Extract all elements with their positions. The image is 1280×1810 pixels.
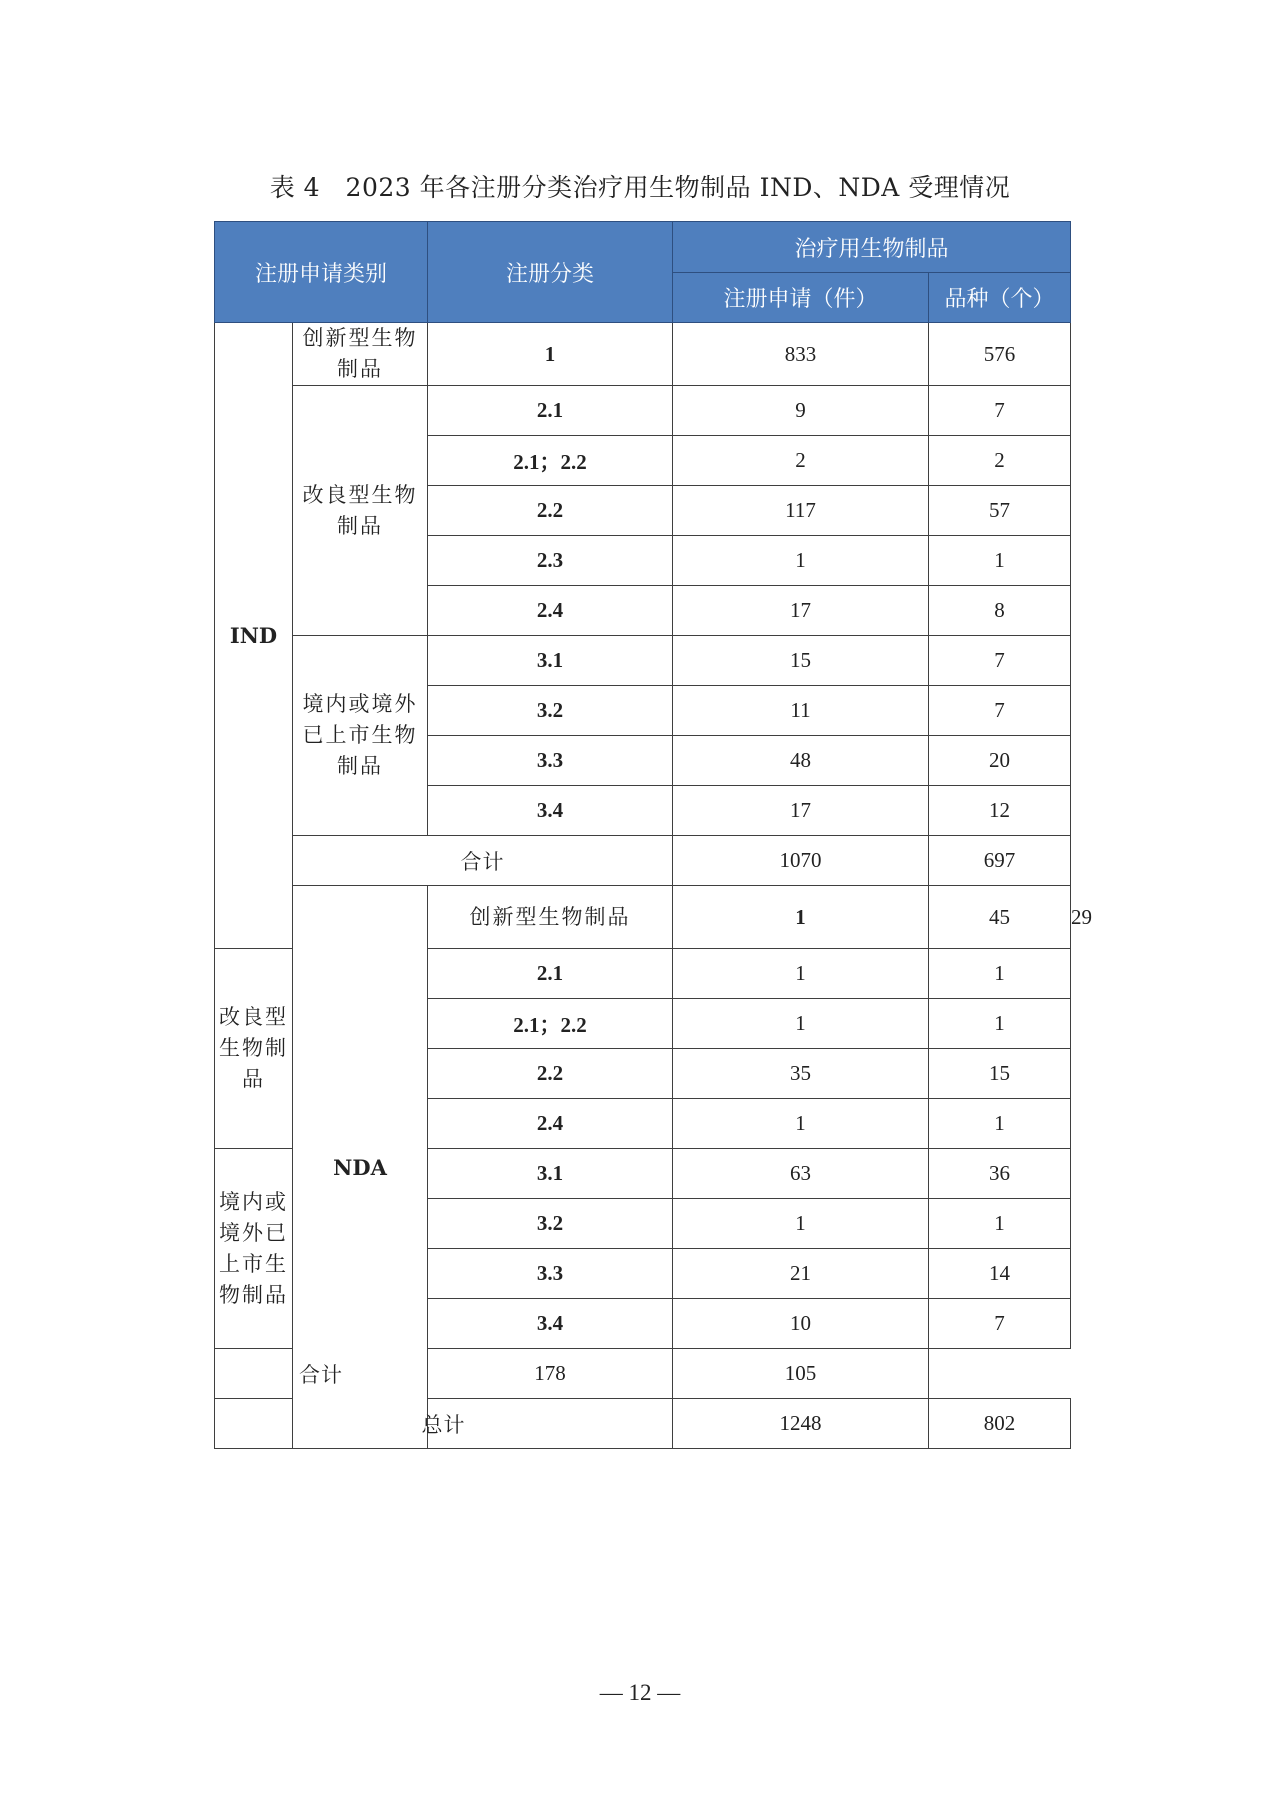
- varieties-cell: 7: [929, 636, 1071, 686]
- applications-cell: 2: [673, 436, 929, 486]
- class-cell: 1: [428, 323, 673, 386]
- class-cell: 1: [673, 886, 929, 949]
- category-innovative: 创新型生物制品: [293, 323, 428, 386]
- class-cell: 3.1: [428, 636, 673, 686]
- varieties-cell: 12: [929, 786, 1071, 836]
- applications-cell: 45: [929, 886, 1071, 949]
- subtotal-varieties: 105: [673, 1349, 929, 1399]
- applications-cell: 17: [673, 586, 929, 636]
- varieties-cell: 1: [929, 1099, 1071, 1149]
- class-cell: 2.3: [428, 536, 673, 586]
- applications-cell: 1: [673, 999, 929, 1049]
- category-marketed: 境内或境外已上市生物制品: [215, 1149, 293, 1349]
- varieties-cell: 1: [929, 949, 1071, 999]
- applications-cell: 10: [673, 1299, 929, 1349]
- applications-cell: 1: [673, 949, 929, 999]
- class-cell: 2.2: [428, 486, 673, 536]
- page-number: — 12 —: [599, 1680, 681, 1705]
- table-title: 表 4 2023 年各注册分类治疗用生物制品 IND、NDA 受理情况: [269, 173, 1011, 202]
- applications-cell: 1: [673, 1199, 929, 1249]
- subtotal-label: 合计: [215, 1349, 428, 1399]
- varieties-cell: 36: [929, 1149, 1071, 1199]
- applications-cell: 35: [673, 1049, 929, 1099]
- applications-cell: 117: [673, 486, 929, 536]
- varieties-cell: 576: [929, 323, 1071, 386]
- varieties-cell: 1: [929, 536, 1071, 586]
- applications-cell: 17: [673, 786, 929, 836]
- varieties-cell: 14: [929, 1249, 1071, 1299]
- category-improved: 改良型生物制品: [215, 949, 293, 1149]
- subtotal-row: [215, 836, 1071, 886]
- varieties-cell: 7: [929, 1299, 1071, 1349]
- subtotal-applications: 1070: [673, 836, 929, 886]
- class-cell: 3.3: [428, 736, 673, 786]
- class-cell: 3.4: [428, 786, 673, 836]
- table-body: [215, 323, 1093, 1449]
- category-marketed: 境内或境外已上市生物制品: [293, 636, 428, 836]
- varieties-cell: 20: [929, 736, 1071, 786]
- header-registration-class: 注册分类: [428, 222, 673, 323]
- header-registration-type: 注册申请类别: [215, 222, 428, 323]
- varieties-cell: 57: [929, 486, 1071, 536]
- category-improved: 改良型生物制品: [293, 386, 428, 636]
- header-therapeutic-biologics: 治疗用生物制品: [673, 222, 1071, 273]
- total-row: [215, 1399, 1071, 1449]
- class-cell: 3.1: [428, 1149, 673, 1199]
- class-cell: 2.1: [428, 386, 673, 436]
- varieties-cell: 1: [929, 1199, 1071, 1249]
- class-cell: 2.2: [428, 1049, 673, 1099]
- table-header: [215, 222, 1071, 323]
- header-applications: 注册申请（件）: [673, 273, 929, 323]
- varieties-cell: 7: [929, 686, 1071, 736]
- class-cell: 3.2: [428, 686, 673, 736]
- registration-table: [214, 221, 1093, 1449]
- varieties-cell: 8: [929, 586, 1071, 636]
- varieties-cell: 7: [929, 386, 1071, 436]
- subtotal-varieties: 697: [929, 836, 1071, 886]
- class-cell: 2.1；2.2: [428, 999, 673, 1049]
- subtotal-label: 合计: [293, 836, 673, 886]
- total-varieties: 802: [929, 1399, 1071, 1449]
- header-varieties: 品种（个）: [929, 273, 1071, 323]
- subtotal-row: [215, 1349, 1071, 1399]
- applications-cell: 48: [673, 736, 929, 786]
- class-cell: 3.3: [428, 1249, 673, 1299]
- total-applications: 1248: [673, 1399, 929, 1449]
- table-row: NDA 创新型生物制品 1 45 29: [215, 886, 1071, 949]
- table-row: [215, 323, 1071, 386]
- applications-cell: 1: [673, 1099, 929, 1149]
- table-row: [215, 386, 1071, 436]
- class-cell: 3.2: [428, 1199, 673, 1249]
- applications-cell: 833: [673, 323, 929, 386]
- total-label: 总计: [215, 1399, 673, 1449]
- subtotal-applications: 178: [428, 1349, 673, 1399]
- varieties-cell: 15: [929, 1049, 1071, 1099]
- applications-cell: 21: [673, 1249, 929, 1299]
- category-innovative: 创新型生物制品: [428, 886, 673, 949]
- applications-cell: 15: [673, 636, 929, 686]
- applications-cell: 63: [673, 1149, 929, 1199]
- applications-cell: 9: [673, 386, 929, 436]
- class-cell: 2.1；2.2: [428, 436, 673, 486]
- group-nda: NDA: [293, 886, 428, 1449]
- group-ind: IND: [215, 323, 293, 949]
- applications-cell: 1: [673, 536, 929, 586]
- applications-cell: 11: [673, 686, 929, 736]
- varieties-cell: 1: [929, 999, 1071, 1049]
- class-cell: 2.4: [428, 586, 673, 636]
- varieties-cell: 2: [929, 436, 1071, 486]
- table-row: [215, 636, 1071, 686]
- class-cell: 2.1: [428, 949, 673, 999]
- class-cell: 2.4: [428, 1099, 673, 1149]
- class-cell: 3.4: [428, 1299, 673, 1349]
